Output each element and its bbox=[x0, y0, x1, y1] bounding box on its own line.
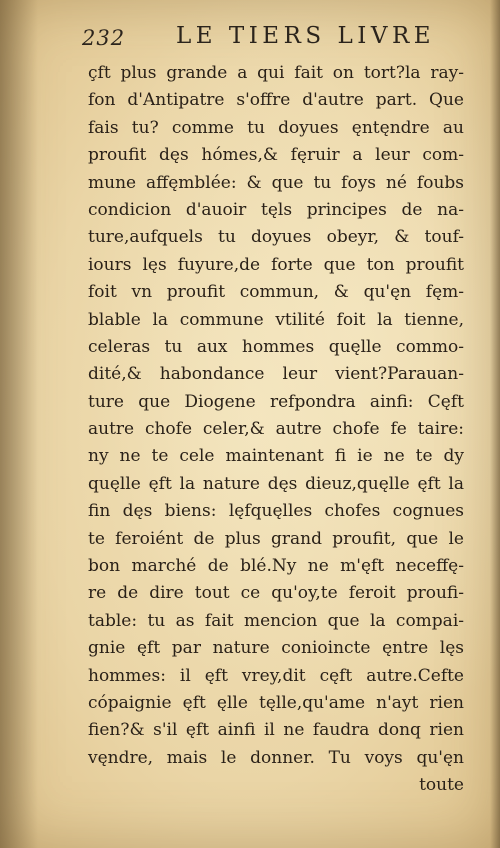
page-header bbox=[82, 18, 462, 58]
text-line: celeras tu aux hommes quęlle commo- bbox=[88, 336, 464, 357]
running-title: LE TIERS LIVRE bbox=[176, 23, 436, 49]
text-line: dité,& habondance leur vient?Parauan- bbox=[88, 364, 464, 385]
text-line: table: tu as fait mencion que la compai- bbox=[88, 610, 464, 631]
text-line: fin dęs biens: lęfquęlles chofes cognues bbox=[88, 501, 464, 522]
text-line: cópaignie ęft ęlle tęlle,qu'ame n'ayt rien bbox=[88, 692, 464, 713]
text-line: quęlle ęft la nature dęs dieuz,quęlle ęft la bbox=[88, 473, 464, 494]
text-line: fon d'Antipatre s'offre d'autre part. Que bbox=[88, 90, 464, 111]
text-line: ture,aufquels tu doyues obeyr, & touf- bbox=[88, 227, 464, 248]
text-line: çft plus grande a qui fait on tort?la ray- bbox=[88, 63, 464, 83]
catchword: toute bbox=[419, 775, 464, 796]
text-line: foit vn proufit commun, & qu'ęn fęm- bbox=[88, 282, 464, 303]
text-line: vęndre, mais le donner. Tu voys qu'ęn bbox=[88, 747, 464, 768]
text-line: blable la commune vtilité foit la tienne, bbox=[88, 309, 464, 330]
text-line: re de dire tout ce qu'oy,te feroit proufi- bbox=[88, 583, 464, 604]
text-line: bon marché de blé.Ny ne m'ęft neceffę- bbox=[88, 556, 464, 577]
body-text bbox=[88, 60, 464, 800]
text-line: gnie ęft par nature conioincte ęntre lęs bbox=[88, 638, 464, 659]
text-line: proufit dęs hómes,& fęruir a leur com- bbox=[88, 145, 464, 166]
text-line: iours lęs fuyure,de forte que ton proufit bbox=[88, 254, 464, 275]
text-line: mune affęmblée: & que tu foys né foubs bbox=[88, 172, 464, 193]
text-line: hommes: il ęft vrey,dit cęft autre.Cefte bbox=[88, 665, 464, 686]
text-line: fien?& s'il ęft ainfi il ne faudra donq rien bbox=[88, 720, 464, 741]
text-line: ture que Diogene refpondra ainfi: Cęft bbox=[88, 391, 464, 412]
text-line: condicion d'auoir tęls principes de na- bbox=[88, 199, 464, 220]
text-line: ny ne te cele maintenant fi ie ne te dy bbox=[88, 446, 464, 467]
text-line: fais tu? comme tu doyues ęntęndre au bbox=[88, 117, 464, 138]
page-number: 232 bbox=[82, 26, 126, 50]
text-line: autre chofe celer,& autre chofe fe taire: bbox=[88, 419, 464, 440]
text-line: te feroiént de plus grand proufit, que le bbox=[88, 528, 464, 549]
